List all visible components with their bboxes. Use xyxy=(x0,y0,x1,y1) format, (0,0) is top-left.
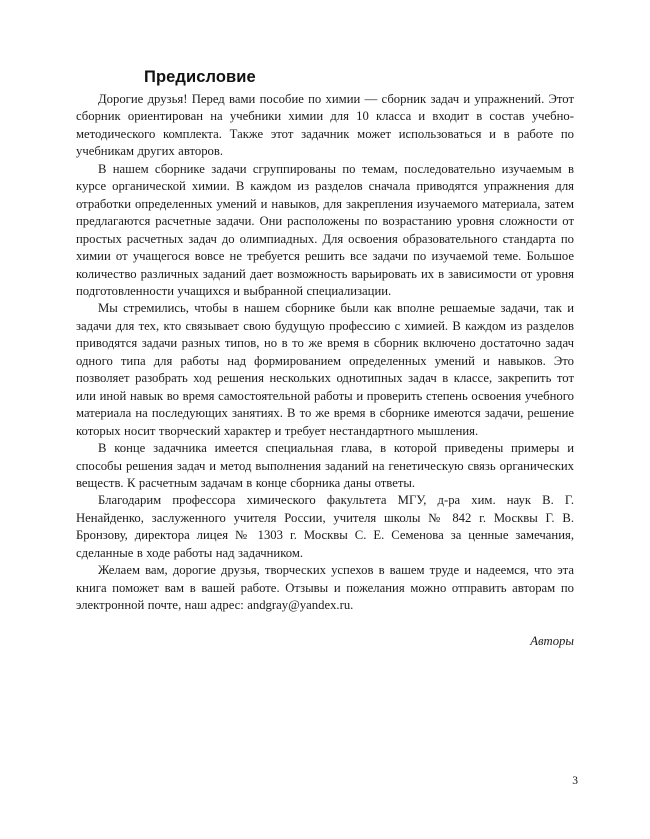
paragraph: В конце задачника имеется специальная глава, в которой приведены примеры и способы решения задач и метод выполнения заданий на генетическую связь органических веществ. К расчетным задачам в конце сборника даны ответы. xyxy=(76,441,574,490)
page-number: 3 xyxy=(572,775,578,787)
paragraph: Желаем вам, дорогие друзья, творческих успехов в вашем труде и надеемся, что эта книга поможет вам в вашей работе. Отзывы и пожелания можно отправить авторам по электронной почте, наш адрес: andgray@yandex.ru. xyxy=(76,563,574,613)
page-title: Предисловие xyxy=(144,68,256,87)
paragraph: Мы стремились, чтобы в нашем сборнике были как вполне решаемые задачи, так и задачи для тех, кто связывает свою будущую профессию с химией. В каждом из разделов приводятся задачи разных типов, но в то же время в сборник включено достаточно задач одного типа для работы над формированием определенных умений и навыков. Это позволяет разобрать ход решения нескольких однотипных задач в классе, закрепить тот или иной навык во время самостоятельной работы и проверить степень освоения учебного материала на последующих занятиях. В то же время в сборнике имеются задачи, решение которых носит творческий характер и требует нестандартного мышления. xyxy=(76,301,574,438)
signature: Авторы xyxy=(530,633,574,648)
paragraph: В нашем сборнике задачи сгруппированы по темам, последовательно изучаемым в курсе органической химии. В каждом из разделов сначала приводятся упражнения для отработки определенных умений и навыков, для закрепления изучаемого материала, затем предлагаются расчетные задачи. Они расположены по возрастанию уровня сложности от простых расчетных задач до олимпиадных. Для освоения образовательного стандарта по химии от учащегося вовсе не требуется решить все задачи по изучаемой теме. Большое количество различных заданий дает возможность варьировать их в зависимости от уровня подготовленности учащихся и выбранной специализации. xyxy=(76,161,574,298)
paragraph: Дорогие друзья! Перед вами пособие по химии — сборник задач и упражнений. Этот сборник ориентирован на учебники химии для 10 класса и входит в состав учебно-методического комплекта. Также этот задачник может использоваться и в работе по учебникам других авторов. xyxy=(76,92,574,159)
paragraph: Благодарим профессора химического факультета МГУ, д-ра хим. наук В. Г. Ненайденко, заслуженного учителя России, учителя школы № 842 г. Москвы Г. В. Бронзову, директора лицея № 1303 г. Москвы С. Е. Семенова за ценные замечания, сделанные в ходе работы над задачником. xyxy=(76,493,574,560)
body-text-block xyxy=(76,91,574,650)
